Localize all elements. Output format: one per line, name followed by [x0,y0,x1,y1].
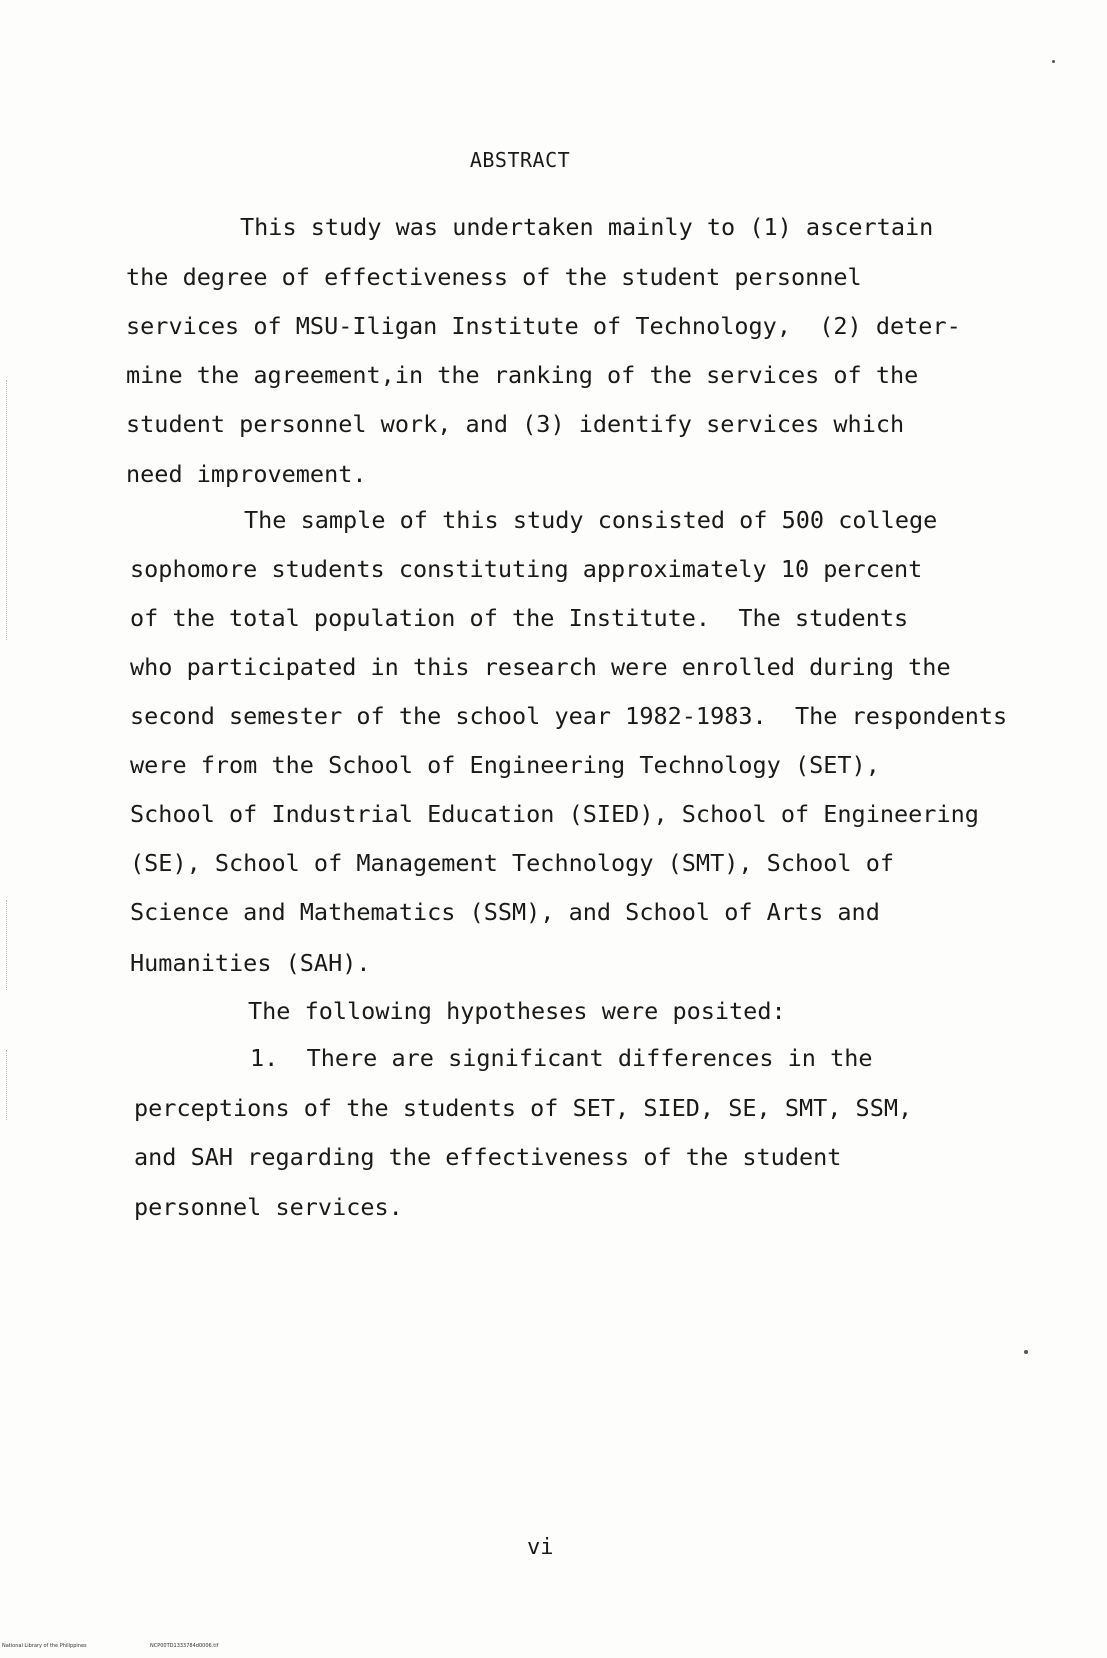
text-line: services of MSU-Iligan Institute of Technology, (2) deter- [126,312,961,340]
text-line: The sample of this study consisted of 500 college [244,506,938,534]
text-line: and SAH regarding the effectiveness of the student [134,1143,842,1171]
scan-edge-marks [6,380,9,640]
scan-edge-marks [6,1050,9,1120]
page-number: vi [527,1535,554,1560]
text-line: the degree of effectiveness of the student personnel [126,263,862,291]
text-line: need improvement. [126,460,367,488]
text-line: 1. There are significant differences in the [250,1044,873,1072]
text-line: School of Industrial Education (SIED), School of Engineering [130,800,979,828]
scan-speck [1024,1350,1028,1354]
text-line: The following hypotheses were posited: [248,997,786,1025]
text-line: of the total population of the Institute. The students [130,604,909,632]
footer-file-id: NCP00TD1333784d0006.tif [150,1643,219,1649]
text-line: Science and Mathematics (SSM), and School of Arts and [130,898,880,926]
text-line: mine the agreement,in the ranking of the services of the [126,361,919,389]
text-line: perceptions of the students of SET, SIED, SE, SMT, SSM, [134,1094,913,1122]
scan-edge-marks [6,900,9,990]
text-line: This study was undertaken mainly to (1) ascertain [240,213,934,241]
text-line: who participated in this research were enrolled during the [130,653,951,681]
text-line: were from the School of Engineering Technology (SET), [130,751,880,779]
text-line: student personnel work, and (3) identify services which [126,410,905,438]
text-line: (SE), School of Management Technology (SMT), School of [130,849,895,877]
text-line: sophomore students constituting approximately 10 percent [130,555,923,583]
abstract-heading: ABSTRACT [469,148,571,172]
footer-library-label: National Library of the Philippines [2,1643,87,1649]
scan-speck [1052,60,1055,63]
text-line: second semester of the school year 1982-1983. The respondents [130,702,1008,730]
text-line: personnel services. [134,1193,403,1221]
text-line: Humanities (SAH). [130,949,371,977]
